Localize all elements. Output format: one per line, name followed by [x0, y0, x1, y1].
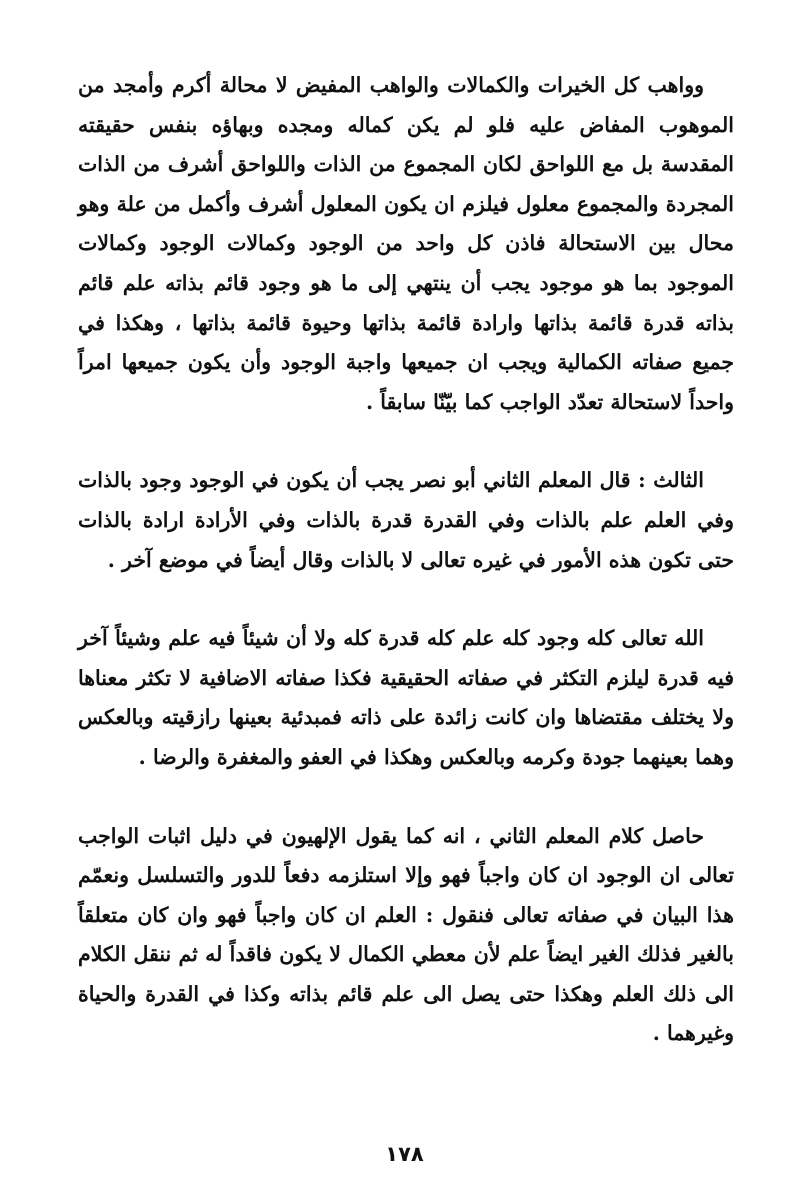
paragraph-3-text: الله تعالى كله وجود كله علم كله قدرة كله ولا أن شيئاً فيه علم وشيئاً آخر فيه قدرة ليلزم التكثر في صفاته الحقيقية فكذا صفاته الاضافية لا تكثر معناها ولا يختلف مقتضاها وان كانت زائدة على ذاته فمبدئية بعينها رازقيته وبالعكس وهما بعينهما جودة وكرمه وبالعكس وهكذا في العفو والمغفرة والرضا . — [78, 626, 734, 769]
paragraph-4-tail: : العلم ان كان واجباً فهو وان كان متعلقاً بالغير فذلك الغير ايضاً علم لأن معطي الكمال لا يكون فاقداً له ثم ننقل الكلام الى ذلك العلم وهكذا حتى يصل الى علم قائم بذاته وكذا في القدرة والحياة وغيرهما . — [78, 902, 734, 1046]
paragraph-3 — [78, 619, 734, 777]
paragraph-4-keyword: فنقول — [442, 902, 503, 927]
paragraph-2-text: : قال المعلم الثاني أبو نصر يجب أن يكون في الوجود وجود بالذات وفي العلم علم بالذات وفي القدرة قدرة بالذات وفي الأرادة ارادة بالذات حتى تكون هذه الأمور في غيره تعالى لا بالذات وقال أيضاً في موضع آخر . — [78, 468, 734, 572]
document-page — [78, 66, 734, 1054]
paragraph-2-lead-keyword: الثالث — [653, 468, 704, 493]
paragraph-4 — [78, 817, 734, 1055]
page-number: ١٧٨ — [385, 1142, 424, 1166]
paragraph-1 — [78, 66, 734, 422]
paragraph-2 — [78, 461, 734, 580]
paragraph-1-text: وواهب كل الخيرات والكمالات والواهب المفيض لا محالة أكرم وأمجد من الموهوب المفاض عليه فلو لم يكن كماله ومجده وبهاؤه بنفس حقيقته المقدسة بل مع اللواحق لكان المجموع من الذات واللواحق أشرف من الذات المجردة والمجموع معلول فيلزم ان يكون المعلول أشرف وأكمل من علة وهو محال بين الاستحالة فاذن كل واحد من الوجود وكمالات الوجود وكمالات الموجود بما هو موجود يجب أن ينتهي إلى ما هو وجود قائم بذاته علم قائم بذاته قدرة قائمة بذاتها وارادة قائمة بذاتها وحيوة قائمة بذاتها ، وهكذا في جميع صفاته الكمالية ويجب ان جميعها واجبة الوجود وأن يكون جميعها امراً واحداً لاستحالة تعدّد الواجب كما بيّنّا سابقاً . — [78, 73, 734, 414]
paragraph-4-text: حاصل كلام المعلم الثاني ، انه كما يقول الإلهيون في دليل اثبات الواجب تعالى ان الوجود ان كان واجباً فهو وإلا استلزمه دفعاً للدور والتسلسل ونعمّم هذا البيان في صفاته تعالى — [78, 823, 734, 927]
